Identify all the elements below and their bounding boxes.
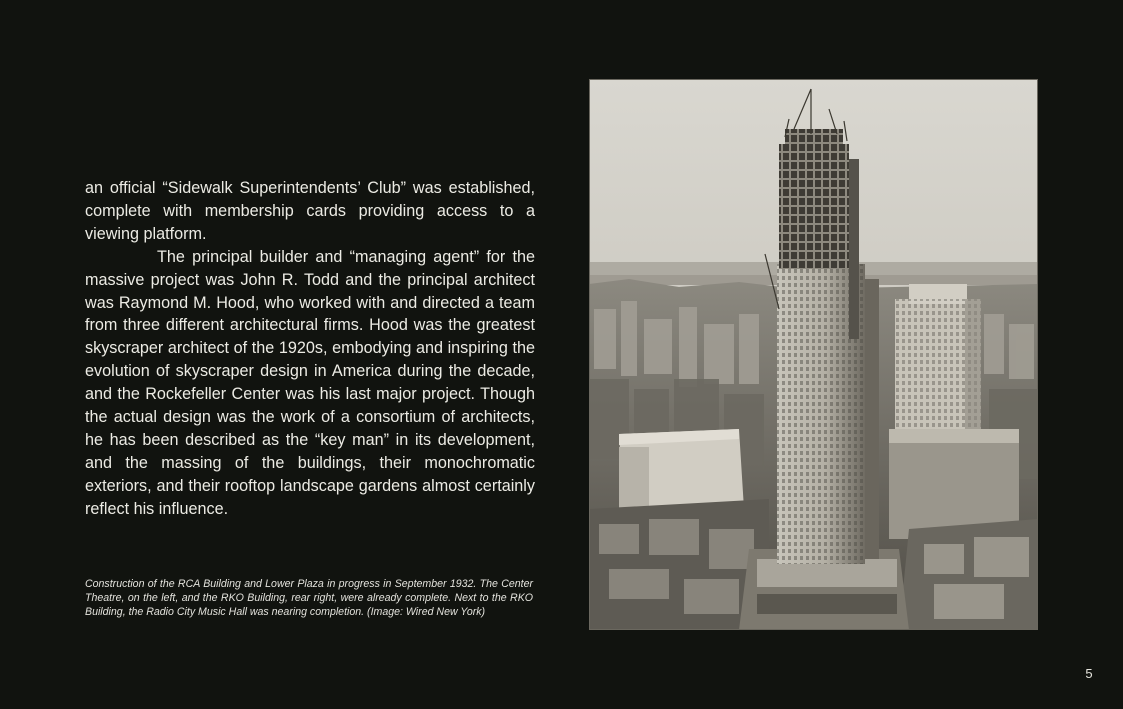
construction-photo [589, 79, 1038, 630]
paragraph-1: an official “Sidewalk Superintendents’ Club” was established, complete with membership cards providing access to a viewing platform. [85, 179, 535, 243]
photo-caption: Construction of the RCA Building and Lower Plaza in progress in September 1932. The Center Theatre, on the left, and the RKO Building, rear right, were already complete. Next to the RKO Building, the Radio City Music Hall was nearing completion. (Image: Wired New York) [85, 578, 533, 619]
page-number: 5 [1085, 666, 1093, 681]
body-text-column [85, 177, 535, 521]
construction-photo-illustration [589, 79, 1038, 630]
paragraph-2: The principal builder and “managing agent” for the massive project was John R. Todd and the principal architect was Raymond M. Hood, who worked with and directed a team from three different architectural firms. Hood was the greatest skyscraper architect of the 1920s, embodying and inspiring the evolution of skyscraper design in America during the decade, and the Rockefeller Center was his last major project. Though the actual design was the work of a consortium of architects, he has been described as the “key man” in its development, and the massing of the buildings, their monochromatic exteriors, and their rooftop landscape gardens almost certainly reflect his influence. [85, 247, 535, 518]
